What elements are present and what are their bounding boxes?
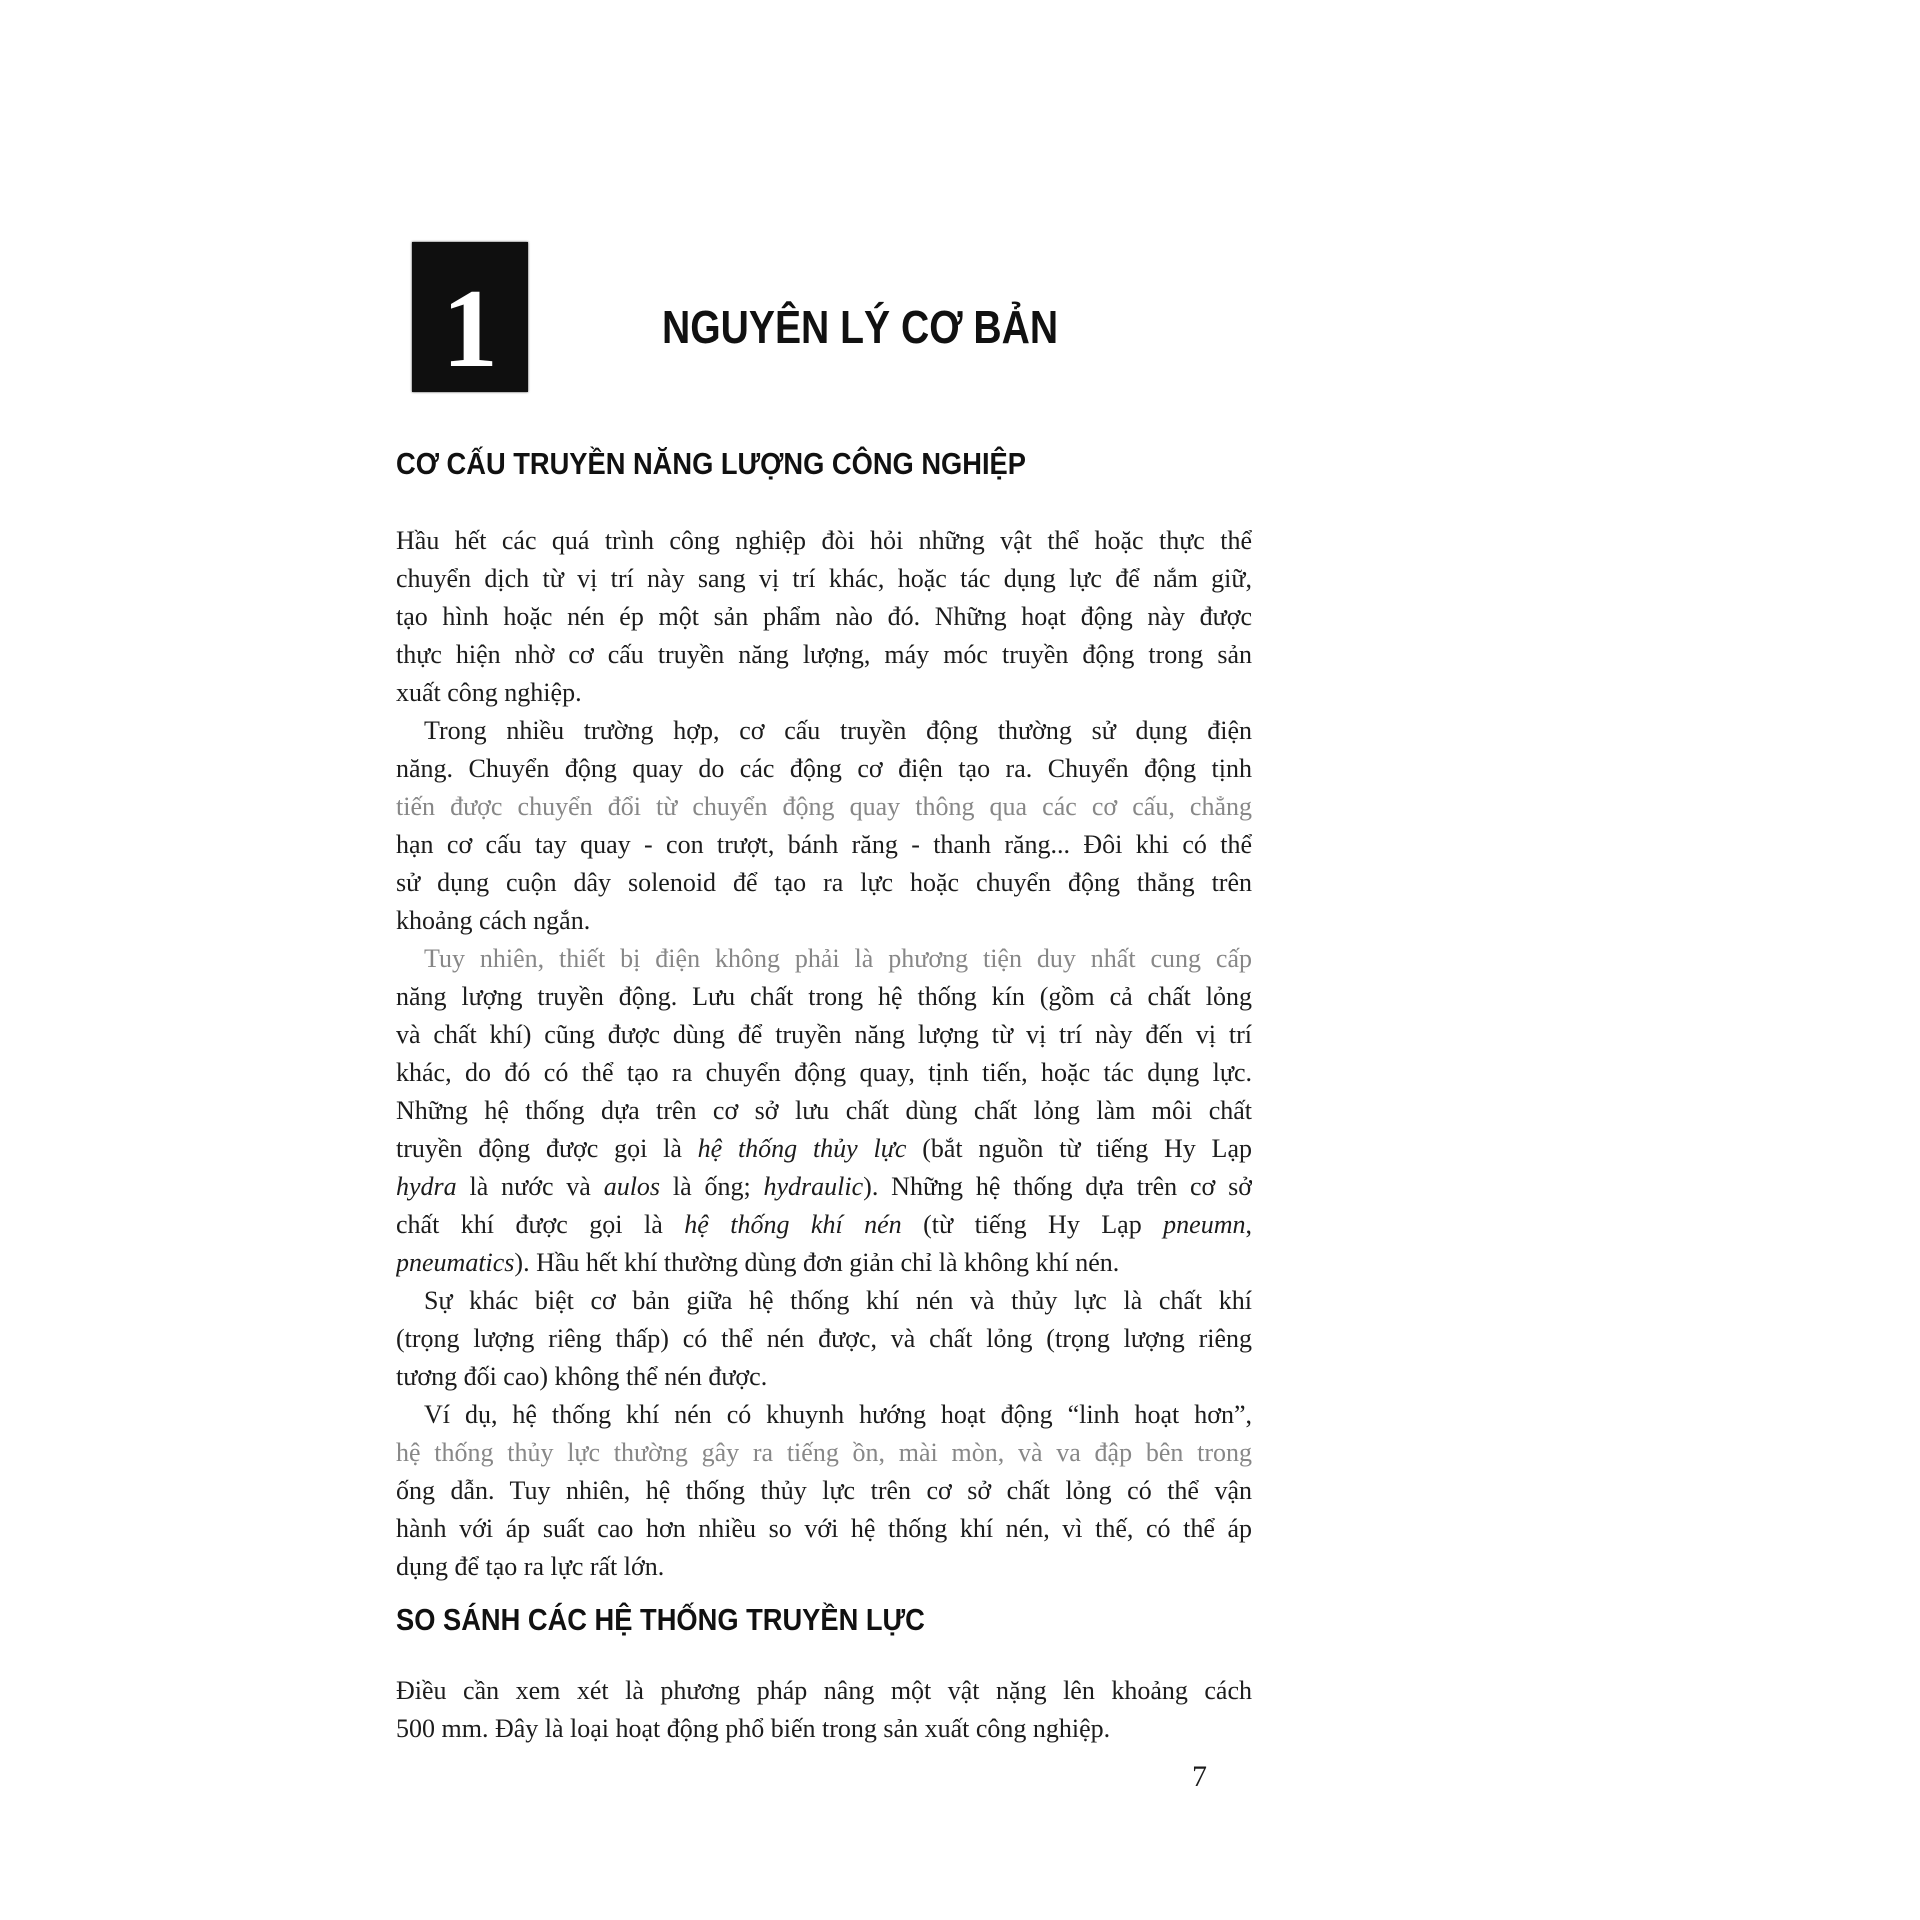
text-line: Hầu hết các quá trình công nghiệp đòi hỏi những vật thể hoặc thực thể — [396, 526, 1252, 555]
text-line: khoảng cách ngắn. — [396, 906, 591, 935]
text-line: khác, do đó có thể tạo ra chuyển động quay, tịnh tiến, hoặc tác dụng lực. — [396, 1058, 1252, 1087]
text-line: Tuy nhiên, thiết bị điện không phải là phương tiện duy nhất cung cấp — [424, 944, 1252, 973]
page-number: 7 — [1192, 1760, 1207, 1793]
text-line: dụng để tạo ra lực rất lớn. — [396, 1552, 665, 1581]
chapter-title: NGUYÊN LÝ CƠ BẢN — [662, 301, 1059, 353]
text-line: thực hiện nhờ cơ cấu truyền năng lượng, máy móc truyền động trong sản — [396, 640, 1252, 669]
text-line: năng lượng truyền động. Lưu chất trong hệ thống kín (gồm cả chất lỏng — [396, 982, 1252, 1011]
text-line: 500 mm. Đây là loại hoạt động phổ biến trong sản xuất công nghiệp. — [396, 1714, 1111, 1743]
paragraph — [396, 712, 1252, 940]
chapter-number-box — [412, 242, 528, 392]
text-line: Sự khác biệt cơ bản giữa hệ thống khí nén và thủy lực là chất khí — [424, 1286, 1252, 1315]
text-line: sử dụng cuộn dây solenoid để tạo ra lực hoặc chuyển động thẳng trên — [396, 868, 1252, 897]
paragraph — [396, 1672, 1252, 1748]
paragraph — [396, 940, 1252, 1282]
section-heading: SO SÁNH CÁC HỆ THỐNG TRUYỀN LỰC — [396, 1602, 925, 1637]
text-line: và chất khí) cũng được dùng để truyền năng lượng từ vị trí này đến vị trí — [396, 1020, 1252, 1049]
text-line: Trong nhiều trường hợp, cơ cấu truyền động thường sử dụng điện — [424, 716, 1252, 745]
text-line: năng. Chuyển động quay do các động cơ điện tạo ra. Chuyển động tịnh — [396, 754, 1252, 783]
paragraph — [396, 1396, 1252, 1586]
text-line: Điều cần xem xét là phương pháp nâng một vật nặng lên khoảng cách — [396, 1676, 1252, 1705]
section-heading: CƠ CẤU TRUYỀN NĂNG LƯỢNG CÔNG NGHIỆP — [396, 446, 1026, 481]
text-line: tạo hình hoặc nén ép một sản phẩm nào đó. Những hoạt động này được — [396, 602, 1252, 631]
text-line: ống dẫn. Tuy nhiên, hệ thống thủy lực trên cơ sở chất lỏng có thể vận — [396, 1476, 1252, 1505]
text-line: Ví dụ, hệ thống khí nén có khuynh hướng hoạt động “linh hoạt hơn”, — [424, 1400, 1252, 1429]
text-line: pneumatics). Hầu hết khí thường dùng đơn giản chỉ là không khí nén. — [396, 1248, 1120, 1277]
text-line: hành với áp suất cao hơn nhiều so với hệ thống khí nén, vì thế, có thể áp — [396, 1514, 1252, 1543]
page-content — [396, 446, 1252, 1748]
text-line: hydra là nước và aulos là ống; hydraulic). Những hệ thống dựa trên cơ sở — [396, 1172, 1252, 1201]
text-line: Những hệ thống dựa trên cơ sở lưu chất dùng chất lỏng làm môi chất — [396, 1096, 1252, 1125]
text-line: chất khí được gọi là hệ thống khí nén (từ tiếng Hy Lạp pneumn, — [396, 1210, 1252, 1239]
text-line: chuyển dịch từ vị trí này sang vị trí khác, hoặc tác dụng lực để nắm giữ, — [396, 564, 1252, 593]
paragraph — [396, 522, 1252, 712]
text-line: hạn cơ cấu tay quay - con trượt, bánh răng - thanh răng... Đôi khi có thể — [396, 830, 1252, 859]
chapter-number: 1 — [442, 267, 498, 392]
text-line: (trọng lượng riêng thấp) có thể nén được, và chất lỏng (trọng lượng riêng — [396, 1324, 1252, 1353]
text-line: hệ thống thủy lực thường gây ra tiếng ồn, mài mòn, và va đập bên trong — [396, 1438, 1252, 1467]
text-line: truyền động được gọi là hệ thống thủy lực (bắt nguồn từ tiếng Hy Lạp — [396, 1134, 1252, 1163]
text-line: tiến được chuyển đổi từ chuyển động quay thông qua các cơ cấu, chẳng — [396, 792, 1252, 821]
text-line: tương đối cao) không thể nén được. — [396, 1362, 768, 1391]
paragraph — [396, 1282, 1252, 1396]
text-line: xuất công nghiệp. — [396, 678, 582, 707]
